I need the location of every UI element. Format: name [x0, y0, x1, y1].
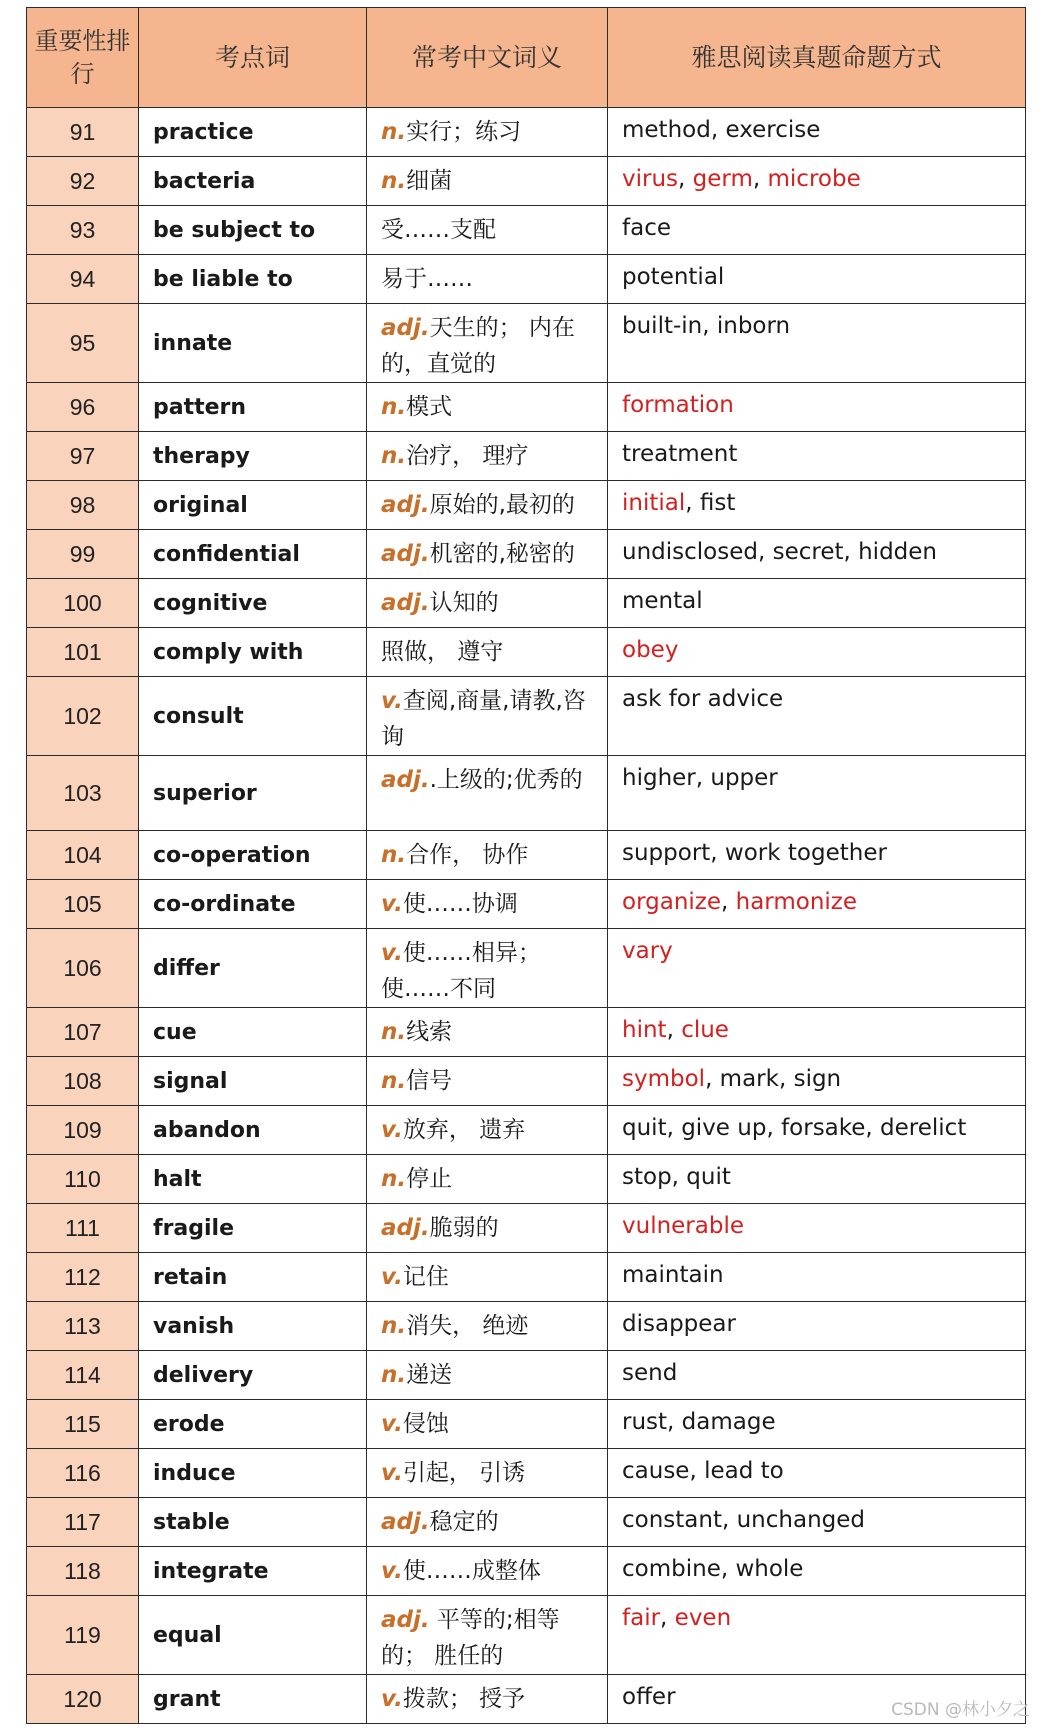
meaning-text: 使……相异； 使……不同	[381, 940, 541, 1002]
meaning-text: 合作， 协作	[406, 842, 529, 868]
table-row	[27, 1498, 1026, 1547]
rank-cell: 99	[27, 530, 139, 579]
rank-cell: 113	[27, 1302, 139, 1351]
synonym-text: ,	[678, 166, 693, 192]
synonym-highlight: symbol	[622, 1066, 706, 1092]
synonym-text: offer	[622, 1684, 676, 1710]
header-synonyms: 雅思阅读真题命题方式	[608, 8, 1026, 108]
keyword-cell: signal	[139, 1057, 367, 1106]
meaning-cell	[367, 206, 608, 255]
synonym-text: face	[622, 215, 671, 241]
rank-cell: 117	[27, 1498, 139, 1547]
meaning-text: 天生的； 内在的，直觉的	[381, 315, 575, 377]
meaning-text: 引起， 引诱	[402, 1460, 526, 1486]
part-of-speech: n.	[381, 1362, 407, 1388]
keyword-cell: retain	[139, 1253, 367, 1302]
keyword-cell: consult	[139, 677, 367, 756]
keyword-cell: integrate	[139, 1547, 367, 1596]
synonyms-cell	[608, 383, 1026, 432]
header-rank: 重要性排行	[27, 8, 139, 108]
keyword-cell: bacteria	[139, 157, 367, 206]
meaning-text: 模式	[406, 394, 453, 420]
table-row	[27, 1106, 1026, 1155]
synonym-highlight: vary	[622, 938, 673, 964]
meaning-text: 机密的,秘密的	[429, 541, 575, 567]
keyword-cell: co-ordinate	[139, 880, 367, 929]
meaning-cell	[367, 481, 608, 530]
synonym-highlight: germ	[692, 166, 753, 192]
synonym-text: cause, lead to	[622, 1458, 784, 1484]
table-row	[27, 1351, 1026, 1400]
table-row	[27, 1675, 1026, 1724]
meaning-text: 拨款； 授予	[402, 1686, 526, 1712]
meaning-cell	[367, 831, 608, 880]
table-row	[27, 756, 1026, 831]
keyword-cell: abandon	[139, 1106, 367, 1155]
synonyms-cell	[608, 1253, 1026, 1302]
rank-cell: 102	[27, 677, 139, 756]
synonym-text: ,	[660, 1605, 675, 1631]
synonym-highlight: obey	[622, 637, 679, 663]
rank-cell: 103	[27, 756, 139, 831]
synonyms-cell	[608, 880, 1026, 929]
synonyms-cell	[608, 1498, 1026, 1547]
meaning-text: 消失， 绝迹	[406, 1313, 529, 1339]
synonyms-cell	[608, 579, 1026, 628]
table-header-row	[27, 8, 1026, 108]
meaning-text: 受……支配	[381, 217, 496, 243]
rank-cell: 108	[27, 1057, 139, 1106]
synonym-text: ,	[666, 1017, 682, 1043]
synonym-highlight: vulnerable	[622, 1213, 744, 1239]
synonym-text: send	[622, 1360, 678, 1386]
meaning-text: 线索	[406, 1019, 453, 1045]
part-of-speech: v.	[381, 1264, 403, 1290]
keyword-cell: delivery	[139, 1351, 367, 1400]
table-row	[27, 1204, 1026, 1253]
meaning-cell	[367, 304, 608, 383]
meaning-cell	[367, 383, 608, 432]
rank-cell: 96	[27, 383, 139, 432]
part-of-speech: n.	[381, 1019, 407, 1045]
synonym-highlight: organize	[622, 889, 722, 915]
meaning-text: 细菌	[406, 168, 453, 194]
keyword-cell: induce	[139, 1449, 367, 1498]
meaning-text: 实行；练习	[406, 119, 522, 145]
synonyms-cell	[608, 1547, 1026, 1596]
table-row	[27, 108, 1026, 157]
meaning-cell	[367, 579, 608, 628]
rank-cell: 98	[27, 481, 139, 530]
meaning-text: 停止	[406, 1166, 453, 1192]
table-row	[27, 157, 1026, 206]
synonym-text: , mark, sign	[705, 1066, 842, 1092]
synonym-text: built-in, inborn	[622, 313, 791, 339]
synonym-highlight: microbe	[767, 166, 861, 192]
meaning-text: 认知的	[429, 590, 499, 616]
table-row	[27, 304, 1026, 383]
table-row	[27, 1253, 1026, 1302]
part-of-speech: v.	[381, 940, 403, 966]
meaning-cell	[367, 1253, 608, 1302]
synonym-text: undisclosed, secret, hidden	[622, 539, 938, 565]
part-of-speech: v.	[381, 1460, 403, 1486]
meaning-cell	[367, 1302, 608, 1351]
synonym-text: rust, damage	[622, 1409, 776, 1435]
synonym-text: support, work together	[622, 840, 887, 866]
synonym-text: mental	[622, 588, 703, 614]
synonyms-cell	[608, 1596, 1026, 1675]
keyword-cell: comply with	[139, 628, 367, 677]
meaning-cell	[367, 677, 608, 756]
vocabulary-table	[26, 7, 1026, 1724]
part-of-speech: adj.	[381, 767, 430, 793]
rank-cell: 112	[27, 1253, 139, 1302]
meaning-text: 易于……	[381, 266, 473, 292]
rank-cell: 92	[27, 157, 139, 206]
meaning-text: 记住	[402, 1264, 449, 1290]
synonyms-cell	[608, 1204, 1026, 1253]
synonyms-cell	[608, 1302, 1026, 1351]
synonym-text: potential	[622, 264, 725, 290]
keyword-cell: vanish	[139, 1302, 367, 1351]
meaning-cell	[367, 1106, 608, 1155]
part-of-speech: adj.	[381, 590, 430, 616]
part-of-speech: v.	[381, 1558, 403, 1584]
meaning-text: 使……成整体	[402, 1558, 541, 1584]
header-word: 考点词	[139, 8, 367, 108]
table-row	[27, 929, 1026, 1008]
synonyms-cell	[608, 481, 1026, 530]
rank-cell: 97	[27, 432, 139, 481]
table-row	[27, 1155, 1026, 1204]
meaning-text: 照做， 遵守	[381, 639, 504, 665]
keyword-cell: original	[139, 481, 367, 530]
synonyms-cell	[608, 206, 1026, 255]
rank-cell: 115	[27, 1400, 139, 1449]
rank-cell: 114	[27, 1351, 139, 1400]
keyword-cell: pattern	[139, 383, 367, 432]
synonyms-cell	[608, 108, 1026, 157]
synonyms-cell	[608, 677, 1026, 756]
part-of-speech: n.	[381, 842, 407, 868]
keyword-cell: therapy	[139, 432, 367, 481]
part-of-speech: n.	[381, 1166, 407, 1192]
synonym-text: ,	[721, 889, 736, 915]
meaning-cell	[367, 1155, 608, 1204]
table-row	[27, 628, 1026, 677]
table-row	[27, 1449, 1026, 1498]
part-of-speech: adj.	[381, 1215, 430, 1241]
meaning-text: 脆弱的	[429, 1215, 499, 1241]
table-row	[27, 432, 1026, 481]
synonyms-cell	[608, 756, 1026, 831]
meaning-text: 侵蚀	[402, 1411, 449, 1437]
synonyms-cell	[608, 929, 1026, 1008]
rank-cell: 101	[27, 628, 139, 677]
synonym-highlight: formation	[622, 392, 734, 418]
table-row	[27, 1008, 1026, 1057]
keyword-cell: cognitive	[139, 579, 367, 628]
keyword-cell: stable	[139, 1498, 367, 1547]
meaning-cell	[367, 1596, 608, 1675]
rank-cell: 91	[27, 108, 139, 157]
meaning-cell	[367, 628, 608, 677]
synonyms-cell	[608, 432, 1026, 481]
part-of-speech: v.	[381, 1117, 403, 1143]
synonym-text: stop, quit	[622, 1164, 731, 1190]
synonyms-cell	[608, 1449, 1026, 1498]
rank-cell: 93	[27, 206, 139, 255]
meaning-cell	[367, 1449, 608, 1498]
keyword-cell: innate	[139, 304, 367, 383]
part-of-speech: n.	[381, 443, 407, 469]
keyword-cell: erode	[139, 1400, 367, 1449]
keyword-cell: confidential	[139, 530, 367, 579]
synonym-text: maintain	[622, 1262, 724, 1288]
part-of-speech: adj.	[381, 1509, 430, 1535]
synonym-text: treatment	[622, 441, 738, 467]
part-of-speech: v.	[381, 688, 403, 714]
rank-cell: 100	[27, 579, 139, 628]
part-of-speech: v.	[381, 891, 403, 917]
meaning-cell	[367, 929, 608, 1008]
synonym-text: disappear	[622, 1311, 736, 1337]
header-meaning: 常考中文词义	[367, 8, 608, 108]
meaning-cell	[367, 756, 608, 831]
meaning-cell	[367, 1057, 608, 1106]
synonyms-cell	[608, 1400, 1026, 1449]
synonym-text: quit, give up, forsake, derelict	[622, 1115, 967, 1141]
synonyms-cell	[608, 157, 1026, 206]
table-row	[27, 206, 1026, 255]
meaning-cell	[367, 1351, 608, 1400]
part-of-speech: n.	[381, 1068, 407, 1094]
part-of-speech: n.	[381, 119, 407, 145]
synonyms-cell	[608, 831, 1026, 880]
table-row	[27, 1400, 1026, 1449]
synonyms-cell	[608, 1351, 1026, 1400]
synonym-text: , fist	[685, 490, 736, 516]
keyword-cell: superior	[139, 756, 367, 831]
rank-cell: 110	[27, 1155, 139, 1204]
synonym-text: method, exercise	[622, 117, 821, 143]
meaning-text: 平等的;相等的； 胜任的	[381, 1607, 560, 1669]
meaning-cell	[367, 1498, 608, 1547]
table-row	[27, 481, 1026, 530]
table-row	[27, 1302, 1026, 1351]
table-row	[27, 880, 1026, 929]
rank-cell: 104	[27, 831, 139, 880]
meaning-text: 使……协调	[402, 891, 518, 917]
meaning-text: 递送	[406, 1362, 453, 1388]
keyword-cell: cue	[139, 1008, 367, 1057]
rank-cell: 118	[27, 1547, 139, 1596]
part-of-speech: v.	[381, 1411, 403, 1437]
part-of-speech: adj.	[381, 492, 430, 518]
meaning-cell	[367, 1547, 608, 1596]
part-of-speech: n.	[381, 1313, 407, 1339]
rank-cell: 94	[27, 255, 139, 304]
synonym-text: ask for advice	[622, 686, 784, 712]
synonym-highlight: harmonize	[735, 889, 858, 915]
meaning-cell	[367, 530, 608, 579]
synonym-text: combine, whole	[622, 1556, 804, 1582]
synonym-highlight: virus	[622, 166, 679, 192]
synonym-text: higher, upper	[622, 765, 778, 791]
synonyms-cell	[608, 255, 1026, 304]
table-row	[27, 255, 1026, 304]
part-of-speech: adj.	[381, 541, 430, 567]
meaning-cell	[367, 1675, 608, 1724]
rank-cell: 106	[27, 929, 139, 1008]
meaning-text: 治疗， 理疗	[406, 443, 529, 469]
synonyms-cell	[608, 1155, 1026, 1204]
synonym-text: constant, unchanged	[622, 1507, 866, 1533]
keyword-cell: co-operation	[139, 831, 367, 880]
keyword-cell: fragile	[139, 1204, 367, 1253]
meaning-cell	[367, 1400, 608, 1449]
keyword-cell: equal	[139, 1596, 367, 1675]
part-of-speech: n.	[381, 168, 407, 194]
meaning-text: 查阅,商量,请教,咨询	[381, 688, 586, 750]
synonym-highlight: hint	[622, 1017, 667, 1043]
keyword-cell: differ	[139, 929, 367, 1008]
table-body	[27, 108, 1026, 1724]
table-row	[27, 383, 1026, 432]
table-row	[27, 1057, 1026, 1106]
keyword-cell: grant	[139, 1675, 367, 1724]
meaning-text: 稳定的	[429, 1509, 499, 1535]
synonym-highlight: clue	[681, 1017, 729, 1043]
rank-cell: 119	[27, 1596, 139, 1675]
table-row	[27, 677, 1026, 756]
rank-cell: 109	[27, 1106, 139, 1155]
meaning-cell	[367, 108, 608, 157]
table-row	[27, 530, 1026, 579]
meaning-cell	[367, 157, 608, 206]
part-of-speech: v.	[381, 1686, 403, 1712]
synonyms-cell	[608, 530, 1026, 579]
keyword-cell: halt	[139, 1155, 367, 1204]
meaning-cell	[367, 255, 608, 304]
meaning-text: 信号	[406, 1068, 453, 1094]
meaning-text: .上级的;优秀的	[429, 767, 583, 793]
synonym-highlight: fair	[622, 1605, 661, 1631]
keyword-cell: be subject to	[139, 206, 367, 255]
meaning-cell	[367, 1204, 608, 1253]
part-of-speech: adj.	[381, 315, 430, 341]
table-row	[27, 579, 1026, 628]
table-row	[27, 831, 1026, 880]
rank-cell: 120	[27, 1675, 139, 1724]
synonym-highlight: initial	[622, 490, 686, 516]
table-row	[27, 1547, 1026, 1596]
meaning-cell	[367, 1008, 608, 1057]
synonym-text: ,	[752, 166, 768, 192]
keyword-cell: practice	[139, 108, 367, 157]
rank-cell: 111	[27, 1204, 139, 1253]
rank-cell: 105	[27, 880, 139, 929]
rank-cell: 95	[27, 304, 139, 383]
meaning-cell	[367, 880, 608, 929]
part-of-speech: n.	[381, 394, 407, 420]
synonyms-cell	[608, 628, 1026, 677]
watermark: CSDN @林小夕之	[891, 1700, 1030, 1720]
synonyms-cell	[608, 304, 1026, 383]
meaning-text: 放弃， 遗弃	[402, 1117, 526, 1143]
table-row	[27, 1596, 1026, 1675]
rank-cell: 116	[27, 1449, 139, 1498]
synonym-highlight: even	[674, 1605, 732, 1631]
part-of-speech: adj.	[381, 1607, 430, 1633]
synonyms-cell	[608, 1008, 1026, 1057]
meaning-cell	[367, 432, 608, 481]
meaning-text: 原始的,最初的	[429, 492, 575, 518]
keyword-cell: be liable to	[139, 255, 367, 304]
synonyms-cell	[608, 1057, 1026, 1106]
synonyms-cell	[608, 1106, 1026, 1155]
rank-cell: 107	[27, 1008, 139, 1057]
